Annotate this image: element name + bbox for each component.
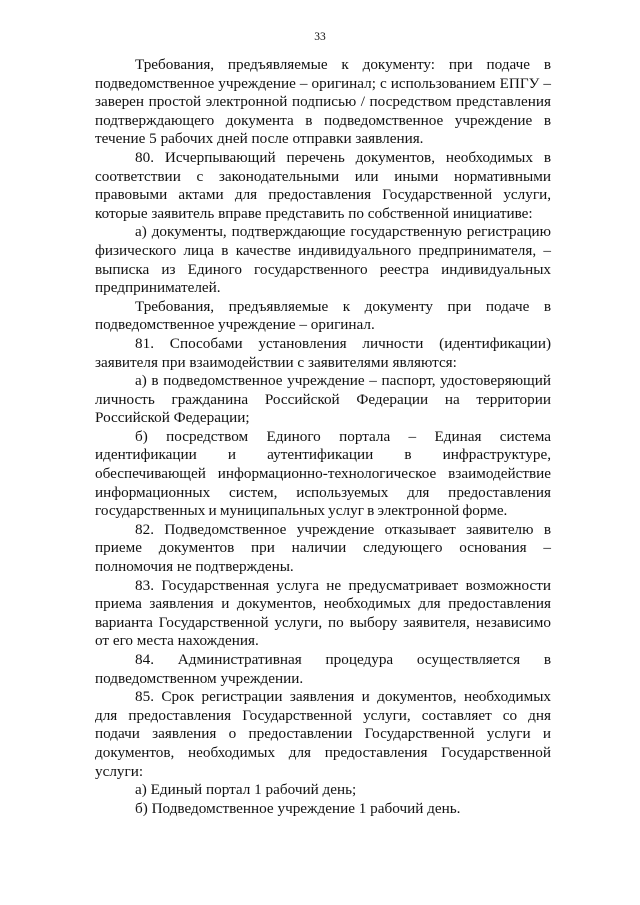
paragraph-80: 80. Исчерпывающий перечень документов, необходимых в соответствии с законодательными или иными нормативными правовыми актами для предоставления Государственной услуги, которые заявитель вправе представить по собственной инициативе:: [95, 148, 551, 222]
paragraph-84: 84. Административная процедура осуществляется в подведомственном учреждении.: [95, 651, 551, 687]
paragraph-document-requirements-2: Требования, предъявляемые к документу при подаче в подведомственное учреждение – оригинал.: [95, 297, 551, 334]
paragraph-85-a: а) Единый портал 1 рабочий день;: [135, 781, 357, 799]
paragraph-81-a: а) в подведомственное учреждение – паспорт, удостоверяющий личность гражданина Российской Федерации на территории Российской Федерации;: [95, 372, 551, 427]
paragraph-81: 81. Способами установления личности (идентификации) заявителя при взаимодействии с заявителями являются:: [95, 334, 551, 371]
paragraph-82: 82. Подведомственное учреждение отказывает заявителю в приеме документов при наличии следующего основания – полномочия не подтверждены.: [95, 520, 551, 576]
paragraph-85: 85. Срок регистрации заявления и документов, необходимых для предоставления Государственной услуги, составляет со дня подачи заявления о предоставлении Государственной услуги и документов, необходимых для предоставления Государственной услуги:: [95, 688, 551, 780]
paragraph-85-b: б) Подведомственное учреждение 1 рабочий день.: [135, 799, 461, 817]
paragraph-81-b: б) посредством Единого портала – Единая система идентификации и аутентификации в инфраструктуре, обеспечивающей информационно-технологическое взаимодействие информационных систем, используемых для предоставления государственных и муниципальных услуг в электронной форме.: [95, 427, 551, 520]
page-number: 33: [314, 31, 326, 43]
paragraph-80-a: а) документы, подтверждающие государственную регистрацию физического лица в качестве индивидуального предпринимателя, – выписка из Единого государственного реестра индивидуальных предпринимателей.: [95, 223, 551, 297]
document-body: [95, 56, 551, 818]
paragraph-document-requirements-1: Требования, предъявляемые к документу: при подаче в подведомственное учреждение – оригинал; с использованием ЕПГУ – заверен простой электронной подписью / посредством представления подтверждающего документа в подведомственное учреждение в течение 5 рабочих дней после отправки заявления.: [95, 56, 551, 148]
paragraph-83: 83. Государственная услуга не предусматривает возможности приема заявления и документов, необходимых для предоставления варианта Государственной услуги, по выбору заявителя, независимо от его места нахождения.: [95, 576, 551, 650]
